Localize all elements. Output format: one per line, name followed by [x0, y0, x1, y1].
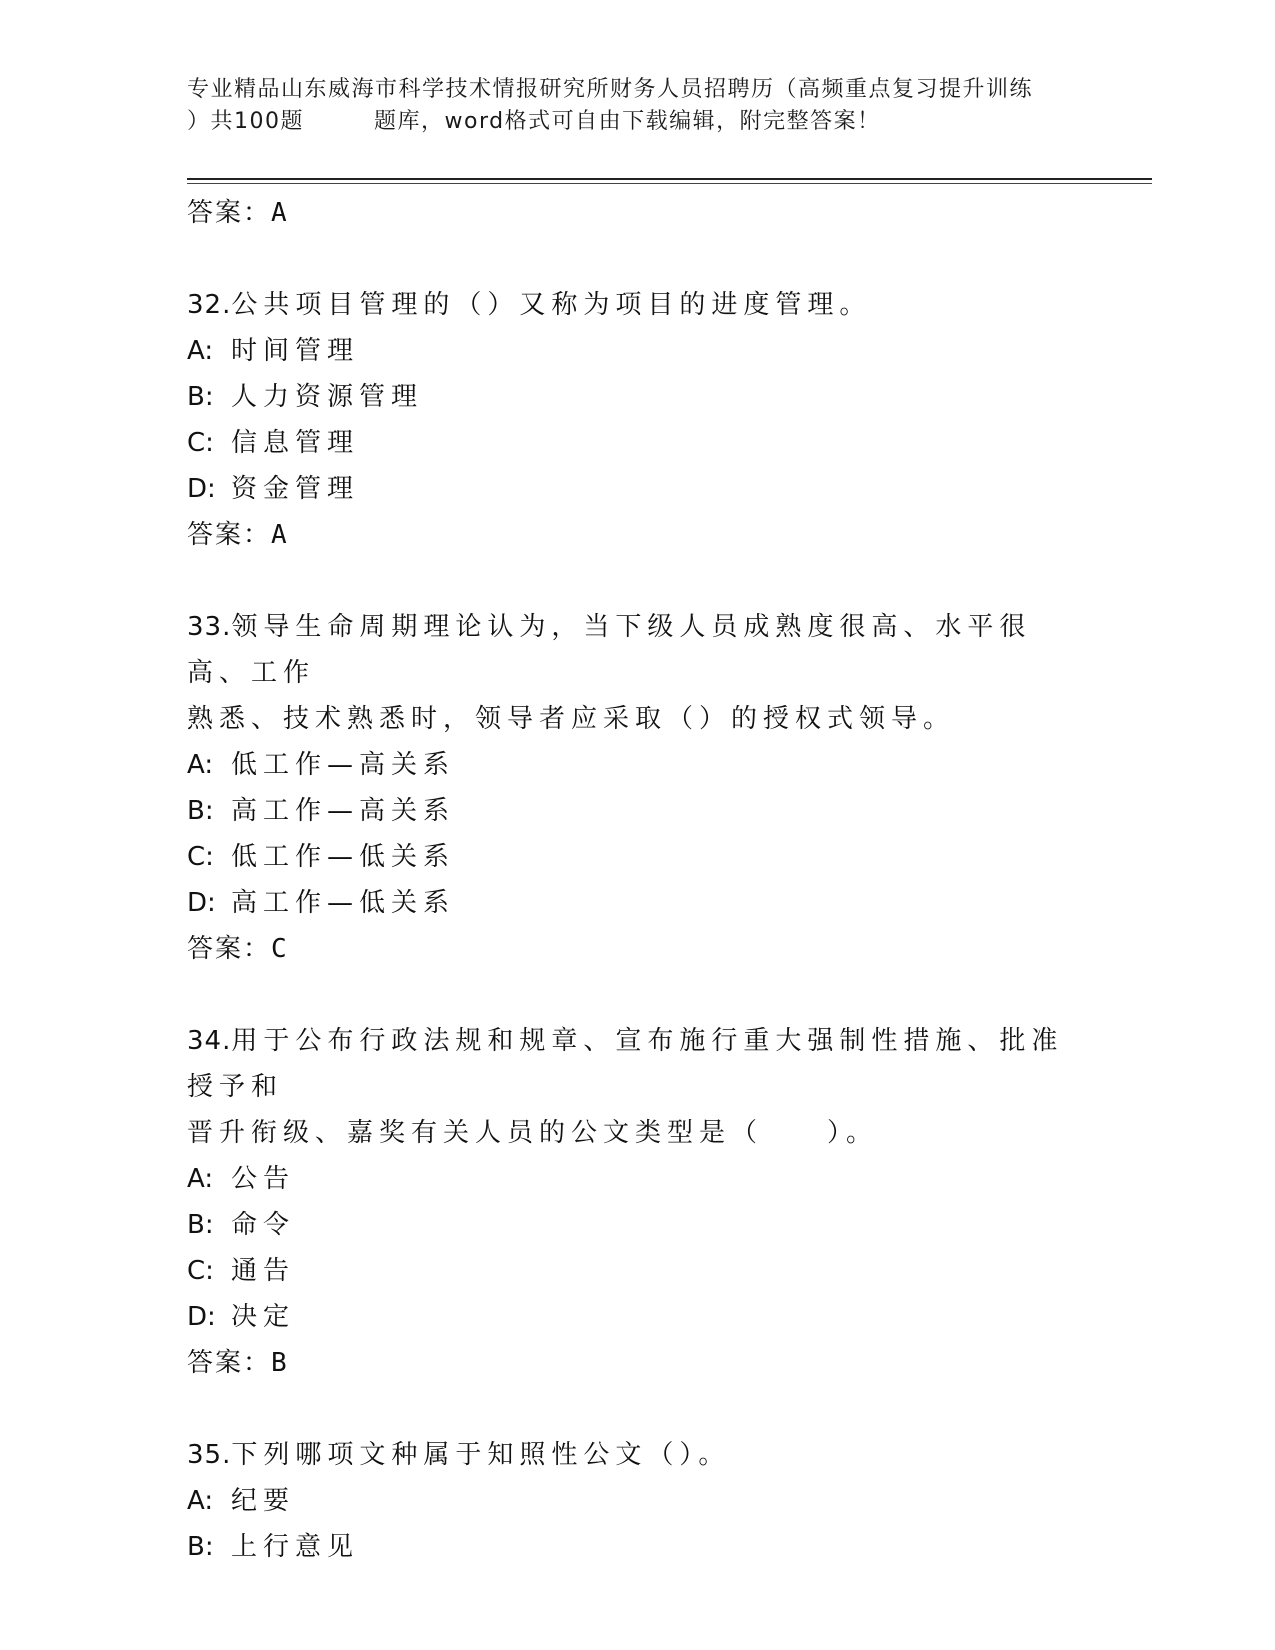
- option-a: [187, 1478, 1087, 1524]
- header-line-1: 专业精品山东威海市科学技术情报研究所财务人员招聘历（高频重点复习提升训练: [187, 77, 1034, 102]
- header-line-2-start: ）共100题: [187, 109, 304, 134]
- option-letter: B:: [187, 382, 214, 412]
- answer-value: C: [271, 934, 289, 964]
- option-b: [187, 1524, 1087, 1570]
- question-number: 34.: [187, 1026, 232, 1056]
- option-letter: B:: [187, 1210, 214, 1240]
- option-letter: D:: [187, 474, 216, 504]
- question-33: [187, 604, 1087, 696]
- option-letter: A:: [187, 750, 214, 780]
- option-c: [187, 834, 1087, 880]
- question-number: 33.: [187, 612, 232, 642]
- option-text: 通告: [231, 1256, 296, 1286]
- answer-line: [187, 512, 1087, 558]
- option-text: 上行意见: [231, 1532, 360, 1562]
- document-header: [187, 74, 1147, 138]
- option-letter: D:: [187, 1302, 216, 1332]
- option-b: [187, 788, 1087, 834]
- answer-line: [187, 190, 1087, 236]
- option-letter: B:: [187, 1532, 214, 1562]
- option-text: 纪要: [231, 1486, 296, 1516]
- option-letter: A:: [187, 1164, 214, 1194]
- option-c: [187, 420, 1087, 466]
- option-d: [187, 1294, 1087, 1340]
- option-text: 公告: [231, 1164, 296, 1194]
- option-text: 低工作—高关系: [231, 750, 456, 780]
- question-34: [187, 1018, 1087, 1110]
- answer-label: 答案：: [187, 520, 272, 550]
- question-text-line-1: 用于公布行政法规和规章、宣布施行重大强制性措施、批准授予和: [187, 1026, 1064, 1102]
- question-number: 35.: [187, 1440, 232, 1470]
- option-c: [187, 1248, 1087, 1294]
- option-text: 高工作—高关系: [231, 796, 456, 826]
- option-text: 时间管理: [231, 336, 360, 366]
- option-a: [187, 328, 1087, 374]
- question-35: [187, 1432, 1087, 1478]
- question-list: [187, 190, 1087, 1570]
- option-text: 信息管理: [231, 428, 360, 458]
- question-33-continued: [187, 696, 1087, 742]
- option-text: 低工作—低关系: [231, 842, 456, 872]
- header-line-2: [187, 106, 1147, 138]
- question-34-continued: [187, 1110, 1087, 1156]
- answer-value: B: [271, 1348, 289, 1378]
- option-text: 命令: [231, 1210, 296, 1240]
- answer-line: [187, 926, 1087, 972]
- answer-label: 答案：: [187, 198, 272, 228]
- option-text: 高工作—低关系: [231, 888, 456, 918]
- header-divider-thick: [187, 178, 1152, 180]
- option-d: [187, 880, 1087, 926]
- question-text-line-2: 晋升衔级、嘉奖有关人员的公文类型是（ ）。: [187, 1118, 879, 1148]
- option-letter: A:: [187, 1486, 214, 1516]
- header-divider-thin: [187, 183, 1152, 184]
- question-text-line-2: 熟悉、技术熟悉时，领导者应采取（）的授权式领导。: [187, 704, 956, 734]
- answer-label: 答案：: [187, 1348, 272, 1378]
- answer-value: A: [271, 520, 289, 550]
- option-letter: C:: [187, 1256, 214, 1286]
- answer-value: A: [271, 198, 289, 228]
- question-text: 下列哪项文种属于知照性公文（）。: [231, 1440, 731, 1470]
- header-line-2-end: 题库，word格式可自由下载编辑，附完整答案！: [374, 109, 881, 134]
- option-text: 资金管理: [231, 474, 360, 504]
- question-text: 公共项目管理的（）又称为项目的进度管理。: [231, 290, 872, 320]
- option-text: 人力资源管理: [231, 382, 424, 412]
- option-letter: D:: [187, 888, 216, 918]
- option-letter: C:: [187, 842, 214, 872]
- option-a: [187, 1156, 1087, 1202]
- answer-label: 答案：: [187, 934, 272, 964]
- question-32: [187, 282, 1087, 328]
- option-d: [187, 466, 1087, 512]
- option-b: [187, 1202, 1087, 1248]
- option-letter: B:: [187, 796, 214, 826]
- option-b: [187, 374, 1087, 420]
- question-number: 32.: [187, 290, 232, 320]
- option-letter: C:: [187, 428, 214, 458]
- question-text-line-1: 领导生命周期理论认为，当下级人员成熟度很高、水平很高、工作: [187, 612, 1032, 688]
- answer-line: [187, 1340, 1087, 1386]
- option-letter: A:: [187, 336, 214, 366]
- option-a: [187, 742, 1087, 788]
- option-text: 决定: [231, 1302, 296, 1332]
